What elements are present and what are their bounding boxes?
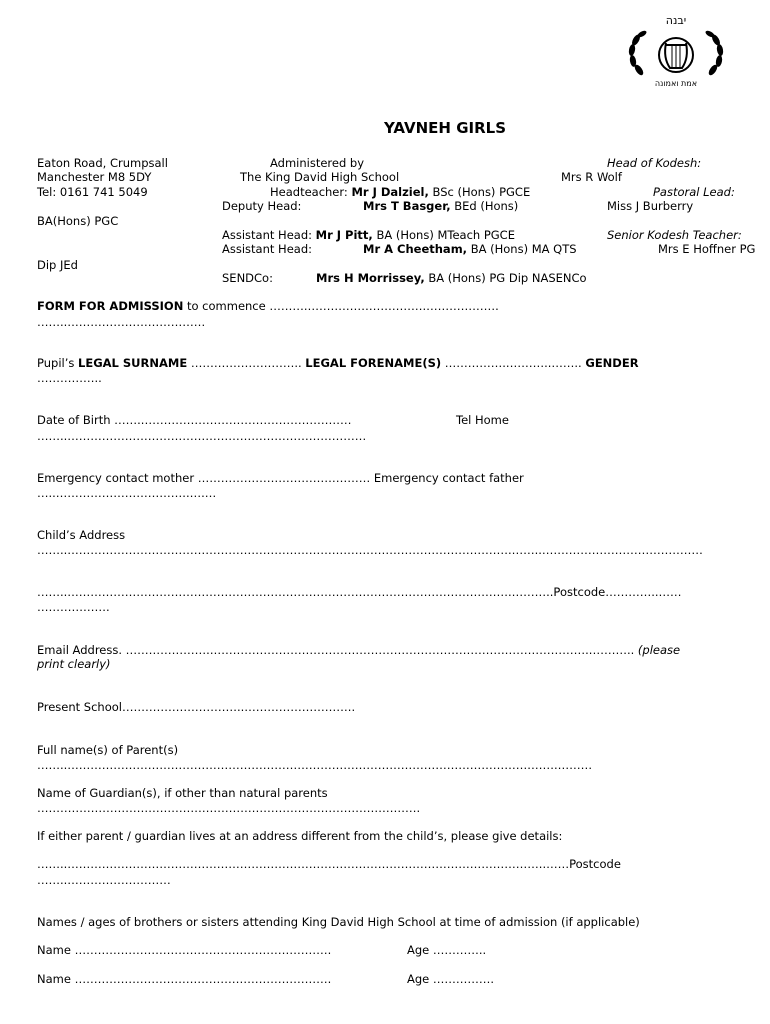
email-note: (please [637, 643, 681, 657]
deputy-name: Mrs T Basger, [363, 199, 451, 213]
page-title: YAVNEH GIRLS [384, 119, 507, 137]
headteacher-line [270, 185, 530, 199]
tel-home-label: Tel Home [456, 413, 509, 427]
logo-hebrew-bottom: אמת ואמונה [654, 79, 698, 88]
legal-forename-label: LEGAL FORENAME(S) [305, 356, 442, 370]
pastoral-lead-name: Miss J Burberry [607, 199, 694, 213]
different-address-label: If either parent / guardian lives at an address different from the child’s, please give details: [37, 829, 563, 843]
sendco-quals: BA (Hons) PG Dip NASENCo [428, 271, 587, 285]
administering-school: The King David High School [240, 170, 400, 184]
emergency-father-field[interactable]: …..……………………………..….… [37, 486, 217, 500]
legal-surname-field[interactable]: ……………………….. [187, 356, 306, 370]
different-postcode-field[interactable]: ……..……………………… [37, 873, 171, 887]
school-emblem-icon [622, 10, 730, 90]
deputy-line [363, 199, 518, 213]
pupil-line [37, 356, 639, 370]
present-school-field[interactable]: Present School…………………………..……………………….. [37, 700, 356, 714]
headteacher-quals: BSc (Hons) PGCE [432, 185, 531, 199]
senior-kodesh-label: Senior Kodesh Teacher: [607, 228, 742, 242]
head-of-kodesh-label: Head of Kodesh: [607, 156, 702, 170]
tel-home-field[interactable]: ……..…………………………………………………………………… [37, 429, 367, 443]
gender-label: GENDER [585, 356, 639, 370]
legal-surname-label: LEGAL SURNAME [78, 356, 188, 370]
sendco-name: Mrs H Morrissey, [316, 271, 425, 285]
guardian-label: Name of Guardian(s), if other than natural parents [37, 786, 328, 800]
logo-hebrew-top: יבנה [665, 14, 687, 27]
address-line2: Manchester M8 5DY [37, 170, 152, 184]
assistant-head-1-line [222, 228, 515, 242]
childs-address-field-1[interactable]: ……..…………………………………………………………………….……………………………….……..…………………………………… [37, 543, 703, 557]
head-of-kodesh-name: Mrs R Wolf [561, 170, 622, 184]
different-address-field[interactable]: ……..……………………………………………………………………………………………………………..……Postcode [37, 857, 621, 871]
assistant-head-1-label: Assistant Head: [222, 228, 312, 242]
email-field[interactable]: Email Address. …………………..………………………………………………………………….…………………..……….. [37, 643, 638, 657]
form-heading-bold: FORM FOR ADMISSION [37, 299, 184, 313]
siblings-label: Names / ages of brothers or sisters attending King David High School at time of admission (if applicable) [37, 915, 640, 929]
assistant-head-1-name: Mr J Pitt, [315, 228, 373, 242]
assistant-head-2-line [363, 242, 577, 256]
assistant-head-2-label: Assistant Head: [222, 242, 312, 256]
date-of-birth-field[interactable]: Date of Birth ……..……………………………………………… [37, 413, 352, 427]
legal-forename-field[interactable]: ……………..………..…….. [441, 356, 586, 370]
emergency-contact-line[interactable]: Emergency contact mother ……………………………………… Emergency contact father [37, 471, 524, 485]
administered-by: Administered by [270, 156, 365, 170]
deputy-label: Deputy Head: [222, 199, 302, 213]
overflow-ba: BA(Hons) PGC [37, 214, 119, 228]
sibling-age-2-field[interactable]: Age ……………. [407, 972, 495, 986]
childs-address-field-2[interactable]: ……..…………………………………………………………………….……………………………….………..Postcode…………..…… [37, 585, 682, 599]
gender-field[interactable]: …………….. [37, 371, 102, 385]
sibling-age-1-field[interactable]: Age ………….. [407, 943, 487, 957]
sendco-label: SENDCo: [222, 271, 273, 285]
assistant-head-2-name: Mr A Cheetham, [363, 242, 468, 256]
headteacher-name: Mr J Dalziel, [351, 185, 429, 199]
deputy-quals: BEd (Hons) [454, 199, 519, 213]
sendco-line [316, 271, 587, 285]
sibling-name-2-field[interactable]: Name …………………………………………………………. [37, 972, 332, 986]
pupil-prefix: Pupil’s [37, 356, 79, 370]
form-heading-rest[interactable]: to commence ……….………………………….………………. [183, 299, 499, 313]
assistant-head-2-quals: BA (Hons) MA QTS [470, 242, 577, 256]
form-heading [37, 299, 499, 313]
sibling-name-1-field[interactable]: Name …………………………………………………………. [37, 943, 332, 957]
headteacher-label: Headteacher: [270, 185, 348, 199]
postcode-field-cont[interactable]: ………………. [37, 600, 110, 614]
assistant-head-1-quals: BA (Hons) MTeach PGCE [376, 228, 515, 242]
guardian-field[interactable]: ………………………………………………………………………………………. [37, 801, 421, 815]
address-phone: Tel: 0161 741 5049 [37, 185, 148, 199]
childs-address-label: Child’s Address [37, 528, 126, 542]
parents-field[interactable]: ……..………………………………………………………………………………………………………….…….……… [37, 758, 593, 772]
form-heading-cont[interactable]: ……..……………………………… [37, 315, 206, 329]
senior-kodesh-name: Mrs E Hoffner PG [658, 242, 756, 256]
email-note-cont: print clearly) [37, 657, 111, 671]
overflow-dip: Dip JEd [37, 258, 78, 272]
pastoral-lead-label: Pastoral Lead: [653, 185, 735, 199]
address-line1: Eaton Road, Crumpsall [37, 156, 168, 170]
parents-label: Full name(s) of Parent(s) [37, 743, 179, 757]
email-line [37, 643, 680, 657]
